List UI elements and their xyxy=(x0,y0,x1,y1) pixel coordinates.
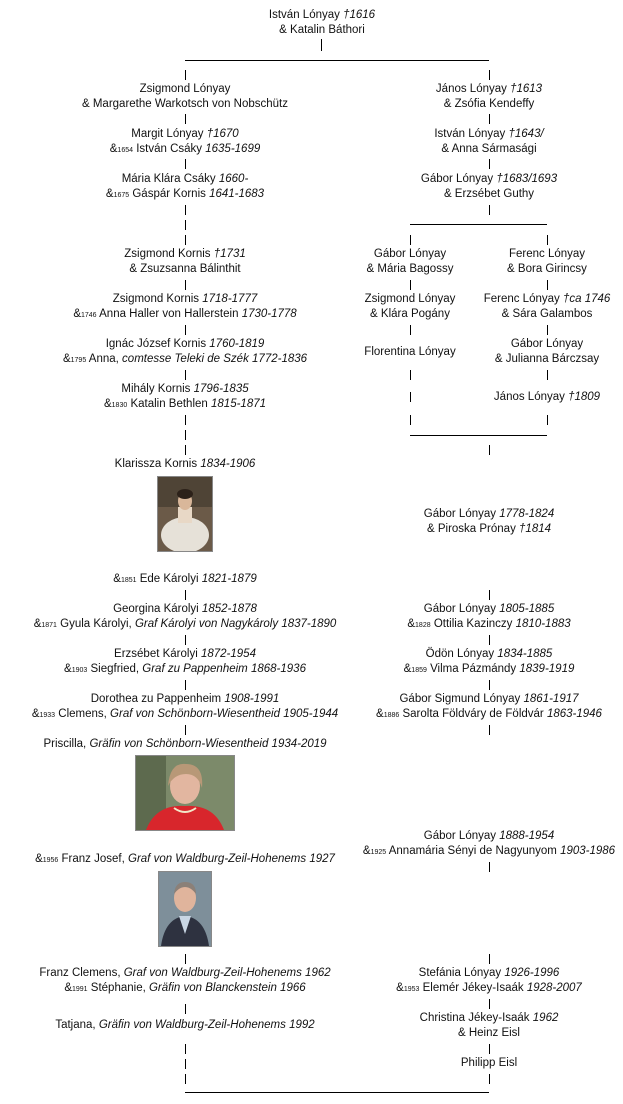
left-connector xyxy=(185,1074,186,1084)
right-connector xyxy=(547,235,548,245)
right-connector xyxy=(547,325,548,335)
right-connector xyxy=(489,205,490,215)
right-connector xyxy=(489,159,490,169)
right-gen8: Gábor Lónyay 1888-1954 &1925 Annamária Sényi de Nagyunyom 1903-1986 xyxy=(362,830,616,857)
left-gen13: Franz Clemens, Graf von Waldburg-Zeil-Hohenems 1962 &1991 Stéphanie, Gräfin von Blanckenstein 1966 xyxy=(39,967,331,994)
priscilla-portrait xyxy=(135,755,235,831)
right-connector xyxy=(489,999,490,1009)
left-connector xyxy=(185,680,186,690)
right-connector xyxy=(489,1074,490,1084)
right-connector xyxy=(547,280,548,290)
left-connector xyxy=(185,1059,186,1069)
left-connector xyxy=(185,235,186,245)
left-connector xyxy=(185,954,186,964)
right-connector xyxy=(410,370,411,380)
right-gen5: Gábor Lónyay 1805-1885 &1828 Ottilia Kazinczy 1810-1883 xyxy=(407,603,571,630)
left-gen1: Zsigmond Lónyay & Margarethe Warkotsch von Nobschütz xyxy=(81,83,289,110)
left-gen11: Dorothea zu Pappenheim 1908-1991 &1933 Clemens, Graf von Schönborn-Wiesentheid 1905-1944 xyxy=(31,693,339,720)
right-c4: János Lónyay †1809 xyxy=(493,391,601,403)
left-gen2: Margit Lónyay †1670 &1654 István Csáky 1635-1699 xyxy=(109,128,261,155)
right-gen11: Philipp Eisl xyxy=(460,1057,518,1069)
right-connector xyxy=(489,725,490,735)
right-connector xyxy=(489,954,490,964)
right-connector xyxy=(410,235,411,245)
right-b2: Zsigmond Lónyay & Klára Pogány xyxy=(364,293,456,320)
left-connector xyxy=(185,445,186,455)
left-connector xyxy=(185,280,186,290)
right-split-bar xyxy=(410,224,547,225)
left-gen9: Georgina Károlyi 1852-1878 &1871 Gyula Károlyi, Graf Károlyi von Nagykároly 1837-1890 xyxy=(33,603,337,630)
right-connector xyxy=(489,445,490,455)
right-connector xyxy=(489,1044,490,1054)
right-connector xyxy=(489,590,490,600)
right-b3: Florentina Lónyay xyxy=(364,346,456,358)
right-connector xyxy=(489,680,490,690)
right-c3: Gábor Lónyay & Julianna Bárczsay xyxy=(494,338,600,365)
right-connector xyxy=(410,280,411,290)
right-connector xyxy=(410,392,411,402)
left-connector xyxy=(185,430,186,440)
left-gen8-spouse: &1851 Ede Károlyi 1821-1879 xyxy=(113,573,257,585)
left-connector xyxy=(185,590,186,600)
left-gen8-name: Klarissza Kornis 1834-1906 xyxy=(114,458,256,470)
right-gen10: Christina Jékey-Isaák 1962 & Heinz Eisl xyxy=(419,1012,559,1039)
right-merge-bar xyxy=(410,435,547,436)
left-connector xyxy=(185,725,186,735)
left-connector xyxy=(185,1004,186,1014)
left-connector xyxy=(185,370,186,380)
right-connector xyxy=(410,325,411,335)
right-gen2: István Lónyay †1643/ & Anna Sármasági xyxy=(434,128,544,155)
right-connector xyxy=(489,862,490,872)
left-connector xyxy=(185,205,186,215)
right-connector xyxy=(410,415,411,425)
right-connector xyxy=(547,415,548,425)
right-gen3: Gábor Lónyay †1683/1693 & Erzsébet Guthy xyxy=(420,173,558,200)
right-connector xyxy=(489,114,490,124)
left-connector xyxy=(185,159,186,169)
right-gen7: Gábor Sigmund Lónyay 1861-1917 &1886 Sarolta Földváry de Földvár 1863-1946 xyxy=(376,693,602,720)
root-couple: István Lónyay †1616 & Katalin Báthori xyxy=(268,9,376,36)
right-c1: Ferenc Lónyay & Bora Girincsy xyxy=(507,248,587,275)
left-connector xyxy=(185,415,186,425)
right-gen1: János Lónyay †1613 & Zsófia Kendeffy xyxy=(435,83,543,110)
root-connector xyxy=(321,39,322,51)
left-connector xyxy=(185,114,186,124)
right-c2: Ferenc Lónyay †ca 1746 & Sára Galambos xyxy=(483,293,611,320)
right-drop xyxy=(489,70,490,80)
left-connector xyxy=(185,325,186,335)
left-gen6: Ignác József Kornis 1760-1819 &1795 Anna, comtesse Teleki de Szék 1772-1836 xyxy=(62,338,308,365)
left-gen3: Mária Klára Csáky 1660- &1675 Gáspár Kornis 1641-1683 xyxy=(105,173,265,200)
right-gen9: Stefánia Lónyay 1926-1996 &1953 Elemér Jékey-Isaák 1928-2007 xyxy=(396,967,582,994)
left-connector xyxy=(185,220,186,230)
klarissza-portrait xyxy=(157,476,213,552)
right-gen6: Ödön Lónyay 1834-1885 &1859 Vilma Pázmándy 1839-1919 xyxy=(403,648,575,675)
left-gen7: Mihály Kornis 1796-1835 &1830 Katalin Bethlen 1815-1871 xyxy=(103,383,267,410)
root-bar xyxy=(185,60,489,61)
left-gen12-spouse: &1956 Franz Josef, Graf von Waldburg-Zeil-Hohenems 1927 xyxy=(35,853,335,865)
right-b1: Gábor Lónyay & Mária Bagossy xyxy=(366,248,454,275)
bottom-bar xyxy=(185,1092,489,1093)
left-drop xyxy=(185,70,186,80)
right-gen4: Gábor Lónyay 1778-1824 & Piroska Prónay †1814 xyxy=(423,508,555,535)
left-connector xyxy=(185,635,186,645)
franz-josef-portrait xyxy=(158,871,212,947)
right-connector xyxy=(489,635,490,645)
right-connector xyxy=(547,370,548,380)
left-gen10: Erzsébet Károlyi 1872-1954 &1903 Siegfried, Graf zu Pappenheim 1868-1936 xyxy=(64,648,306,675)
left-gen12-name: Priscilla, Gräfin von Schönborn-Wiesentheid 1934-2019 xyxy=(43,738,327,750)
left-gen14: Tatjana, Gräfin von Waldburg-Zeil-Hohenems 1992 xyxy=(55,1019,315,1031)
left-gen4: Zsigmond Kornis †1731 & Zsuzsanna Bálinthit xyxy=(124,248,246,275)
left-connector xyxy=(185,1044,186,1054)
left-gen5: Zsigmond Kornis 1718-1777 &1746 Anna Haller von Hallerstein 1730-1778 xyxy=(73,293,297,320)
